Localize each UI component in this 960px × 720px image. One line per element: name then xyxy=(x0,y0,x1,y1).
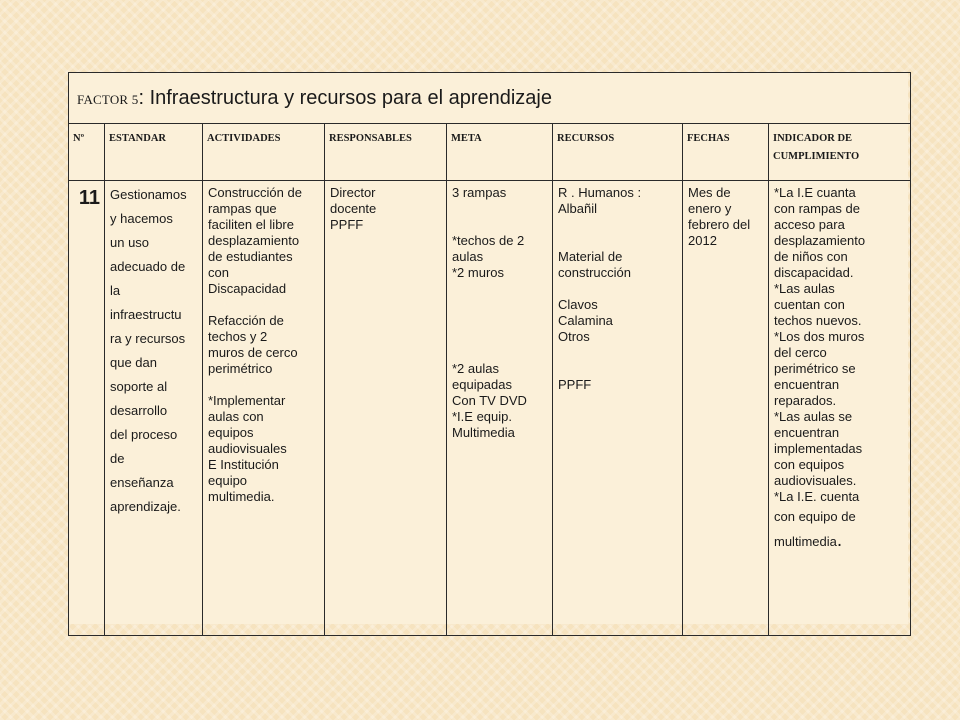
actividades-line: faciliten el libre xyxy=(208,217,294,232)
header-meta: META xyxy=(447,124,553,181)
indicador-last-dot: . xyxy=(836,530,843,551)
cell-responsables xyxy=(325,181,447,636)
actividades-line: Discapacidad xyxy=(208,281,287,296)
indicador-line: de niños con xyxy=(774,249,848,264)
estandar-line: la xyxy=(110,283,121,298)
fechas-line: enero y xyxy=(688,201,732,216)
indicador-line: reparados. xyxy=(774,393,837,408)
title-text: Infraestructura y recursos para el aprendizaje xyxy=(144,86,552,109)
indicador-line: discapacidad. xyxy=(774,265,854,280)
meta-line: 3 rampas xyxy=(452,185,507,200)
spacer xyxy=(208,297,320,313)
fechas-line: Mes de xyxy=(688,185,731,200)
responsables-line: docente xyxy=(330,201,377,216)
estandar-line: infraestructu xyxy=(110,307,182,322)
estandar-line: del proceso xyxy=(110,427,178,442)
header-estandar: ESTANDAR xyxy=(105,124,203,181)
cell-estandar xyxy=(105,181,203,636)
indicador-line: *Las aulas xyxy=(774,281,835,296)
actividades-line: aulas con xyxy=(208,409,264,424)
estandar-line: soporte al xyxy=(110,379,168,394)
estandar-line: adecuado de xyxy=(110,259,186,274)
meta-line: *I.E equip. xyxy=(452,409,512,424)
recursos-line: construcción xyxy=(558,265,631,280)
cell-fechas xyxy=(683,181,769,636)
table-title xyxy=(69,73,911,124)
meta-line: *2 muros xyxy=(452,265,505,280)
indicador-line: con rampas de xyxy=(774,201,860,216)
actividades-line: *Implementar xyxy=(208,393,286,408)
indicador-line: acceso para xyxy=(774,217,845,232)
indicador-line: perimétrico se xyxy=(774,361,856,376)
estandar-line: que dan xyxy=(110,355,157,370)
indicador-last-word: multimedia xyxy=(774,534,837,549)
indicador-line: *Las aulas se xyxy=(774,409,853,424)
row-number: 11 xyxy=(69,181,105,636)
estandar-line: y hacemos xyxy=(110,211,173,226)
factor-table xyxy=(68,72,911,636)
actividades-line: E Institución xyxy=(208,457,279,472)
meta-line: aulas xyxy=(452,249,484,264)
meta-line: Multimedia xyxy=(452,425,515,440)
spacer xyxy=(558,217,678,249)
actividades-line: desplazamiento xyxy=(208,233,300,248)
actividades-line: equipo xyxy=(208,473,248,488)
estandar-line: enseñanza xyxy=(110,475,174,490)
responsables-line: Director xyxy=(330,185,376,200)
recursos-line: Material de xyxy=(558,249,623,264)
actividades-line: audiovisuales xyxy=(208,441,287,456)
indicador-line: implementadas xyxy=(774,441,863,456)
estandar-line: Gestionamos xyxy=(110,187,187,202)
title-prefix: FACTOR 5 xyxy=(77,91,139,107)
table-row xyxy=(69,181,911,636)
estandar-line: un uso xyxy=(110,235,150,250)
cell-indicador xyxy=(769,181,911,636)
indicador-line: desplazamiento xyxy=(774,233,866,248)
indicador-line: *La I.E cuanta xyxy=(774,185,856,200)
cell-actividades xyxy=(203,181,325,636)
recursos-line: PPFF xyxy=(558,377,592,392)
title-colon: : xyxy=(138,86,145,109)
actividades-line: de estudiantes xyxy=(208,249,293,264)
actividades-line: equipos xyxy=(208,425,254,440)
recursos-line: Calamina xyxy=(558,313,613,328)
fechas-line: febrero del xyxy=(688,217,751,232)
spacer xyxy=(452,201,548,233)
header-indicador: INDICADOR DE CUMPLIMIENTO xyxy=(769,124,911,181)
spacer xyxy=(208,377,320,393)
indicador-line: cuentan con xyxy=(774,297,845,312)
estandar-line: desarrollo xyxy=(110,403,168,418)
spacer xyxy=(558,281,678,297)
cell-meta xyxy=(447,181,553,636)
fechas-line: 2012 xyxy=(688,233,717,248)
actividades-line: muros de cerco xyxy=(208,345,298,360)
header-recursos: RECURSOS xyxy=(553,124,683,181)
actividades-line: Construcción de xyxy=(208,185,302,200)
indicador-line: audiovisuales. xyxy=(774,473,857,488)
indicador-line: encuentran xyxy=(774,377,840,392)
indicador-line: *La I.E. cuenta xyxy=(774,489,860,504)
indicador-line: techos nuevos. xyxy=(774,313,862,328)
indicador-line: *Los dos muros xyxy=(774,329,865,344)
header-responsables: RESPONSABLES xyxy=(325,124,447,181)
actividades-line: multimedia. xyxy=(208,489,275,504)
cell-recursos xyxy=(553,181,683,636)
indicador-line: encuentran xyxy=(774,425,840,440)
header-fechas: FECHAS xyxy=(683,124,769,181)
indicador-last-line xyxy=(774,529,906,554)
actividades-line: techos y 2 xyxy=(208,329,268,344)
recursos-line: R . Humanos : xyxy=(558,185,642,200)
responsables-line: PPFF xyxy=(330,217,364,232)
spacer xyxy=(452,281,548,361)
recursos-line: Albañil xyxy=(558,201,598,216)
actividades-line: Refacción de xyxy=(208,313,284,328)
estandar-line: de xyxy=(110,451,125,466)
estandar-line: ra y recursos xyxy=(110,331,186,346)
meta-line: *techos de 2 xyxy=(452,233,525,248)
spacer xyxy=(558,345,678,377)
indicador-line: con equipo de xyxy=(774,509,856,524)
header-actividades: ACTIVIDADES xyxy=(203,124,325,181)
estandar-line: aprendizaje. xyxy=(110,499,181,514)
recursos-line: Otros xyxy=(558,329,590,344)
actividades-line: perimétrico xyxy=(208,361,273,376)
recursos-line: Clavos xyxy=(558,297,598,312)
meta-line: *2 aulas xyxy=(452,361,499,376)
header-numero: Nº xyxy=(69,124,105,181)
meta-line: equipadas xyxy=(452,377,512,392)
actividades-line: con xyxy=(208,265,229,280)
indicador-line: del cerco xyxy=(774,345,827,360)
meta-line: Con TV DVD xyxy=(452,393,527,408)
actividades-line: rampas que xyxy=(208,201,277,216)
indicador-line: con equipos xyxy=(774,457,845,472)
